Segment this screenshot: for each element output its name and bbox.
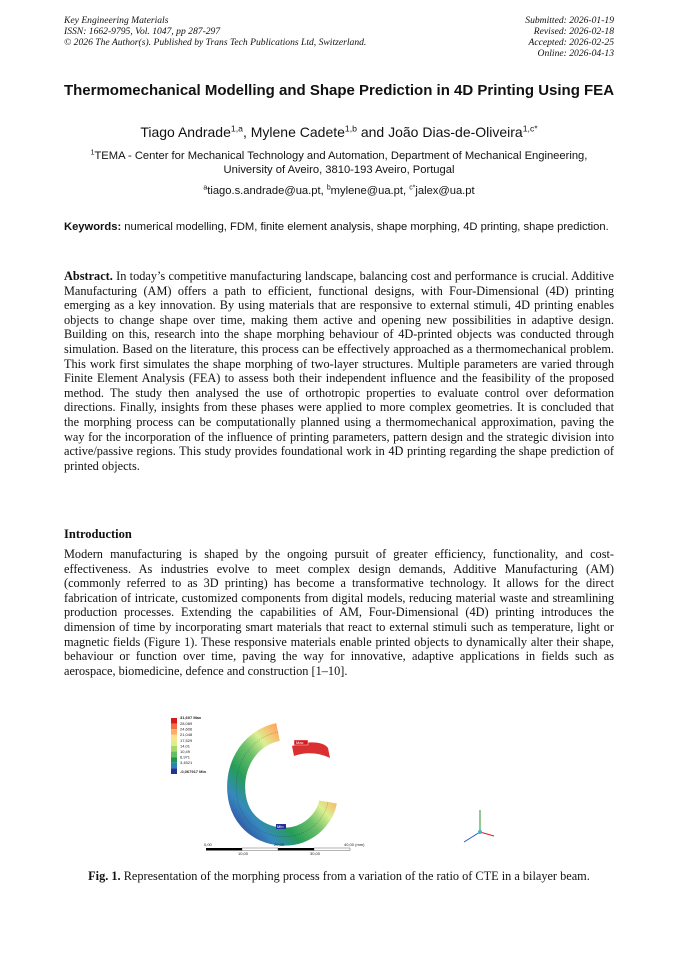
abstract-text: In today’s competitive manufacturing landscape, balancing cost and performance is crucial. Additive Manufacturing (AM) offers a path to efficient, functional designs, with Four-Dimensional (4D) printing emerging as a key innovation. By using materials that are responsive to external stimuli, 4D printing enables objects to change shape over time, making them active and opening new possibilities in adaptive design. Building on this, research into the shape morphing behaviour of 4D-printed objects was conducted through simulation. Based on the literature, this process can be effectively approached as a thermomechanical problem. This work first simulates the shape morphing of two-layer structures. Multiple parameters are varied through Finite Element Analysis (FEA) to assess both their independent influence and the feasibility of the proposed method. The study then analysed the use of orthotropic properties to evaluate control over deformation directions. Finally, insights from these phases were applied to more complex geometries. It is concluded that the morphing process can be computationally planned using a thermomechanical approximation, paving the way for the incorporation of the influence of printing parameters, pattern design and the strategic division into active/passive regions. This study provides foundational work in 4D printing regarding the shape prediction of printed objects. bbox=[64, 269, 614, 473]
copyright-line: © 2026 The Author(s). Published by Trans Tech Publications Ltd, Switzerland. bbox=[64, 37, 367, 48]
online-date: Online: 2026-04-13 bbox=[537, 48, 614, 59]
deformed-ring bbox=[236, 732, 330, 837]
fea-simulation-image bbox=[168, 710, 508, 860]
legend-swatch bbox=[171, 740, 177, 746]
legend-value: 28,089 bbox=[180, 721, 193, 726]
scale-label: 0,00 bbox=[204, 842, 212, 847]
max-tag: Max bbox=[296, 740, 304, 745]
figure-1 bbox=[168, 710, 508, 860]
keywords-text: numerical modelling, FDM, finite element analysis, shape morphing, 4D printing, shape prediction. bbox=[121, 221, 609, 233]
author-separator: and bbox=[356, 124, 389, 140]
email-address[interactable]: tiago.s.andrade@ua.pt bbox=[207, 185, 321, 197]
affiliation bbox=[70, 149, 608, 177]
legend-value: 17,529 bbox=[180, 737, 193, 743]
legend-value: 14,01 bbox=[180, 743, 191, 749]
axis-triad-icon bbox=[464, 810, 494, 842]
submitted-date: Submitted: 2026-01-19 bbox=[525, 15, 614, 26]
legend-value: 6,971 bbox=[180, 754, 191, 760]
author-emails bbox=[70, 184, 608, 198]
accepted-date: Accepted: 2026-02-25 bbox=[528, 37, 614, 48]
email-sup: a bbox=[203, 184, 208, 192]
legend-value: 10,49 bbox=[180, 749, 191, 754]
legend-swatch bbox=[171, 757, 177, 763]
legend-swatch bbox=[171, 768, 177, 774]
email-separator: , bbox=[320, 185, 327, 197]
scale-label: 10,00 bbox=[238, 851, 249, 856]
legend-swatch bbox=[171, 724, 177, 730]
author-name: Tiago Andrade bbox=[140, 124, 231, 140]
legend-value: 21,048 bbox=[180, 732, 193, 738]
journal-name: Key Engineering Materials bbox=[64, 15, 169, 26]
email-sup: b bbox=[326, 184, 331, 192]
email-sup: c* bbox=[409, 184, 416, 192]
legend-swatch bbox=[171, 735, 177, 741]
author-separator: , bbox=[242, 124, 251, 140]
email-separator: , bbox=[402, 185, 410, 197]
legend-value: 3,4521 bbox=[180, 760, 193, 766]
revised-date: Revised: 2026-02-18 bbox=[533, 26, 614, 37]
page-header bbox=[64, 15, 614, 65]
scale-label: 20,00 bbox=[274, 842, 285, 847]
author-list bbox=[40, 124, 638, 141]
affiliation-text: TEMA - Center for Mechanical Technology and Automation, Department of Mechanical Engineering, University of Aveiro, 3810-193 Aveiro, Portugal bbox=[94, 150, 588, 176]
publication-dates bbox=[525, 15, 614, 59]
caption-label: Fig. 1. bbox=[88, 869, 121, 883]
affiliation-sup: 1 bbox=[90, 149, 95, 157]
email-address[interactable]: mylene@ua.pt bbox=[330, 185, 403, 197]
legend-swatch bbox=[171, 729, 177, 735]
legend-min: -0,067917 Min bbox=[180, 769, 207, 774]
legend-swatch bbox=[171, 746, 177, 752]
section-heading-introduction: Introduction bbox=[64, 527, 132, 541]
author-name: João Dias-de-Oliveira bbox=[388, 124, 523, 140]
color-legend bbox=[171, 715, 207, 774]
legend-swatch bbox=[171, 718, 177, 724]
legend-swatch bbox=[171, 763, 177, 769]
author-sup: 1,b bbox=[344, 123, 357, 134]
introduction-paragraph: Modern manufacturing is shaped by the ongoing pursuit of greater efficiency, functionality, and cost-effectiveness. As industries evolve to meet complex design demands, Additive Manufacturing (AM) (commonly referred to as 3D printing) has become a transformative technology. It allows for the direct fabrication of intricate, customized components from digital models, reducing material waste and streamlining production processes. Extending the capabilities of AM, Four-Dimensional (4D) printing introduces the dimension of time by incorporating smart materials that react to external stimuli such as temperature, light or magnetic fields (Figure 1). These responsive materials enable printed objects to dynamically alter their shape, behaviour or function over time, paving the way for innovative, adaptive applications in fields such as aerospace, biomedicine, defence and construction [1–10]. bbox=[64, 547, 614, 678]
min-tag: Min bbox=[277, 824, 284, 829]
author-name: Mylene Cadete bbox=[250, 124, 345, 140]
legend-swatch bbox=[171, 752, 177, 758]
keywords-label: Keywords: bbox=[64, 221, 122, 233]
keywords bbox=[64, 220, 614, 234]
journal-info bbox=[64, 15, 366, 48]
legend-max: 31,607 Max bbox=[180, 715, 202, 720]
issn-line: ISSN: 1662-9795, Vol. 1047, pp 287-297 bbox=[64, 26, 221, 37]
paper-title: Thermomechanical Modelling and Shape Prediction in 4D Printing Using FEA bbox=[63, 82, 615, 99]
caption-text: Representation of the morphing process from a variation of the ratio of CTE in a bilayer beam. bbox=[120, 869, 590, 883]
abstract-label: Abstract. bbox=[64, 269, 113, 283]
author-sup: 1,a bbox=[230, 123, 243, 134]
scale-label: 40,00 (mm) bbox=[344, 842, 365, 847]
email-address[interactable]: jalex@ua.pt bbox=[415, 185, 475, 197]
figure-caption bbox=[70, 869, 608, 884]
legend-value: 24,606 bbox=[180, 726, 193, 732]
author-sup: 1,c* bbox=[522, 123, 538, 134]
scale-label: 30,00 bbox=[310, 851, 321, 856]
abstract bbox=[64, 269, 614, 473]
